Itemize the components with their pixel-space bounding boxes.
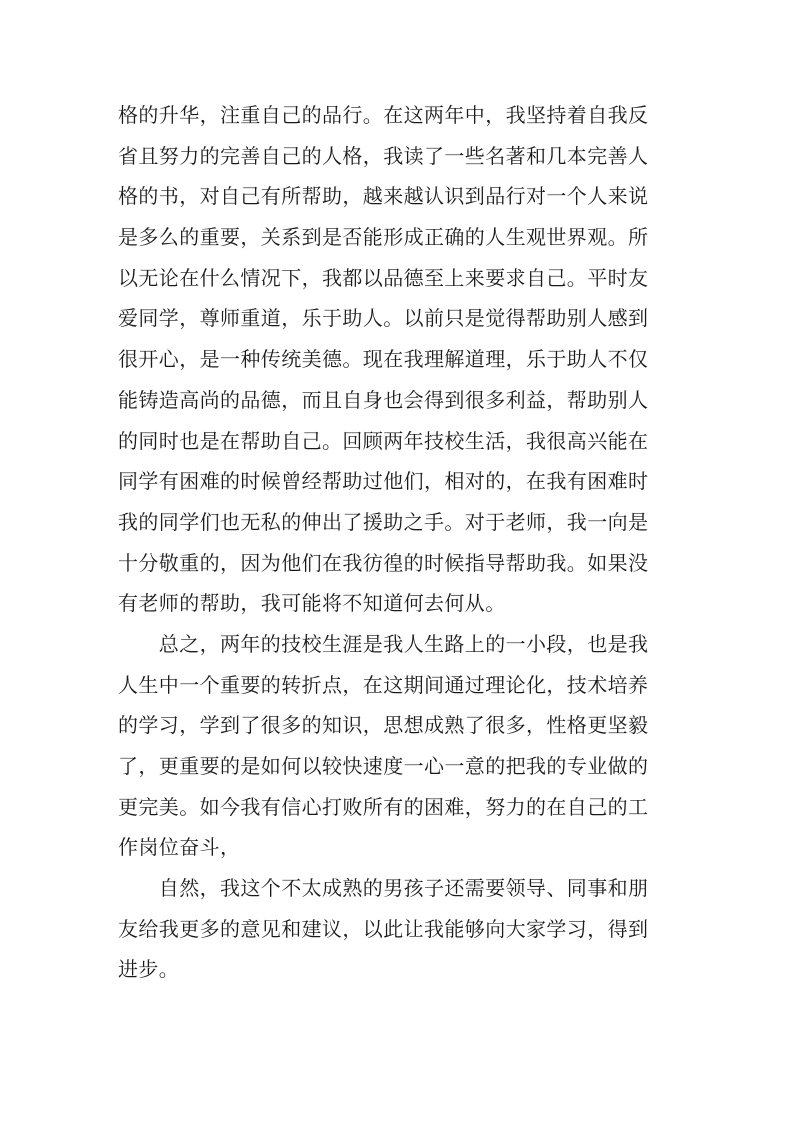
text-line: 很开心，是一种传统美德。现在我理解道理，乐于助人不仅 xyxy=(118,347,649,372)
text-line: 自然，我这个不太成熟的男孩子还需要领导、同事和朋 xyxy=(118,876,649,901)
text-line: 人生中一个重要的转折点，在这期间通过理论化，技术培养 xyxy=(118,672,649,697)
text-line: 总之，两年的技校生涯是我人生路上的一小段，也是我 xyxy=(118,631,649,656)
text-line: 爱同学，尊师重道，乐于助人。以前只是觉得帮助别人感到 xyxy=(118,306,649,331)
text-line: 有老师的帮助，我可能将不知道何去何从。 xyxy=(118,591,506,616)
text-line: 十分敬重的，因为他们在我彷徨的时候指导帮助我。如果没 xyxy=(118,550,649,575)
paragraph-1 xyxy=(118,95,678,624)
text-line: 的学习，学到了很多的知识，思想成熟了很多，性格更坚毅 xyxy=(118,713,649,738)
text-line: 友给我更多的意见和建议，以此让我能够向大家学习，得到 xyxy=(118,916,649,941)
text-line: 作岗位奋斗， xyxy=(118,835,241,860)
document-body xyxy=(118,95,678,990)
text-line: 更完美。如今我有信心打败所有的困难，努力的在自己的工 xyxy=(118,794,649,819)
paragraph-3 xyxy=(118,868,678,990)
text-line: 能铸造高尚的品德，而且自身也会得到很多利益，帮助别人 xyxy=(118,387,649,412)
text-line: 同学有困难的时候曾经帮助过他们，相对的，在我有困难时 xyxy=(118,469,649,494)
text-line: 我的同学们也无私的伸出了援助之手。对于老师，我一向是 xyxy=(118,509,649,534)
text-line: 的同时也是在帮助自己。回顾两年技校生活，我很高兴能在 xyxy=(118,428,649,453)
text-line: 了，更重要的是如何以较快速度一心一意的把我的专业做的 xyxy=(118,754,649,778)
text-line: 以无论在什么情况下，我都以品德至上来要求自己。平时友 xyxy=(118,265,649,290)
text-line: 省且努力的完善自己的人格，我读了一些名著和几本完善人 xyxy=(118,143,649,168)
text-line: 格的书，对自己有所帮助，越来越认识到品行对一个人来说 xyxy=(118,184,649,209)
text-line: 是多么的重要，关系到是否能形成正确的人生观世界观。所 xyxy=(118,225,649,250)
text-line: 进步。 xyxy=(118,957,180,982)
text-line: 格的升华，注重自己的品行。在这两年中，我坚持着自我反 xyxy=(118,103,649,127)
paragraph-2 xyxy=(118,624,678,868)
